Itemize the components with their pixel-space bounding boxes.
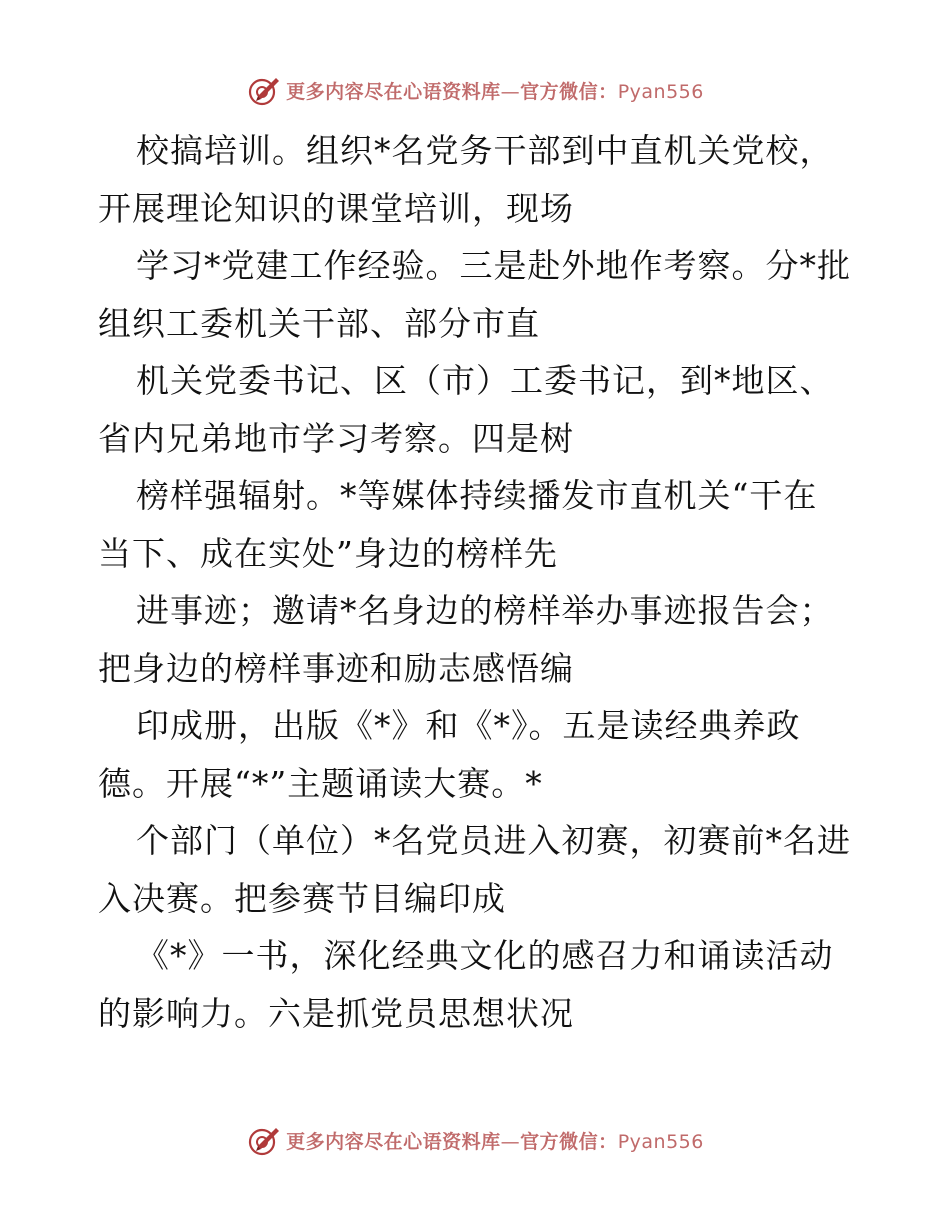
text-line: 《*》一书，深化经典文化的感召力和诵读活动 bbox=[136, 936, 834, 975]
header-banner bbox=[0, 70, 950, 110]
logo-icon bbox=[246, 72, 282, 108]
logo-icon bbox=[246, 1122, 282, 1158]
text-line: 把身边的榜样事迹和励志感悟编 bbox=[98, 648, 574, 688]
text-line: 入决赛。把参赛节目编印成 bbox=[98, 878, 506, 918]
header-banner-text bbox=[286, 77, 704, 104]
footer-banner-wechat-id: Pyan556 bbox=[617, 1130, 704, 1153]
footer-banner-title: 更多内容尽在心语资料库 bbox=[286, 1130, 501, 1153]
text-line: 开展理论知识的课堂培训，现场 bbox=[98, 188, 574, 228]
text-line: 学习*党建工作经验。三是赴外地作考察。分*批 bbox=[136, 246, 851, 285]
header-banner-wechat-label: 官方微信： bbox=[520, 80, 618, 103]
text-line: 机关党委书记、区（市）工委书记，到*地区、 bbox=[136, 361, 834, 400]
header-banner-title: 更多内容尽在心语资料库 bbox=[286, 80, 501, 103]
text-line: 个部门（单位）*名党员进入初赛，初赛前*名进 bbox=[136, 821, 851, 860]
text-line: 校搞培训。组织*名党务干部到中直机关党校， bbox=[136, 131, 834, 170]
text-line: 榜样强辐射。*等媒体持续播发市直机关“干在 bbox=[136, 476, 818, 515]
text-line: 省内兄弟地市学习考察。四是树 bbox=[98, 418, 574, 458]
document-body bbox=[98, 122, 858, 1042]
text-line: 德。开展“*”主题诵读大赛。* bbox=[98, 763, 543, 803]
header-banner-separator: — bbox=[500, 80, 521, 103]
header-banner-wechat-id: Pyan556 bbox=[617, 80, 704, 103]
footer-banner-text bbox=[286, 1127, 704, 1154]
footer-banner-wechat-label: 官方微信： bbox=[520, 1130, 618, 1153]
text-line: 进事迹；邀请*名身边的榜样举办事迹报告会； bbox=[136, 591, 834, 630]
text-line: 当下、成在实处”身边的榜样先 bbox=[98, 533, 558, 573]
text-line: 印成册，出版《*》和《*》。五是读经典养政 bbox=[136, 706, 801, 745]
footer-banner-separator: — bbox=[500, 1130, 521, 1153]
footer-banner bbox=[0, 1120, 950, 1160]
text-line: 的影响力。六是抓党员思想状况 bbox=[98, 993, 574, 1033]
text-line: 组织工委机关干部、部分市直 bbox=[98, 303, 540, 343]
